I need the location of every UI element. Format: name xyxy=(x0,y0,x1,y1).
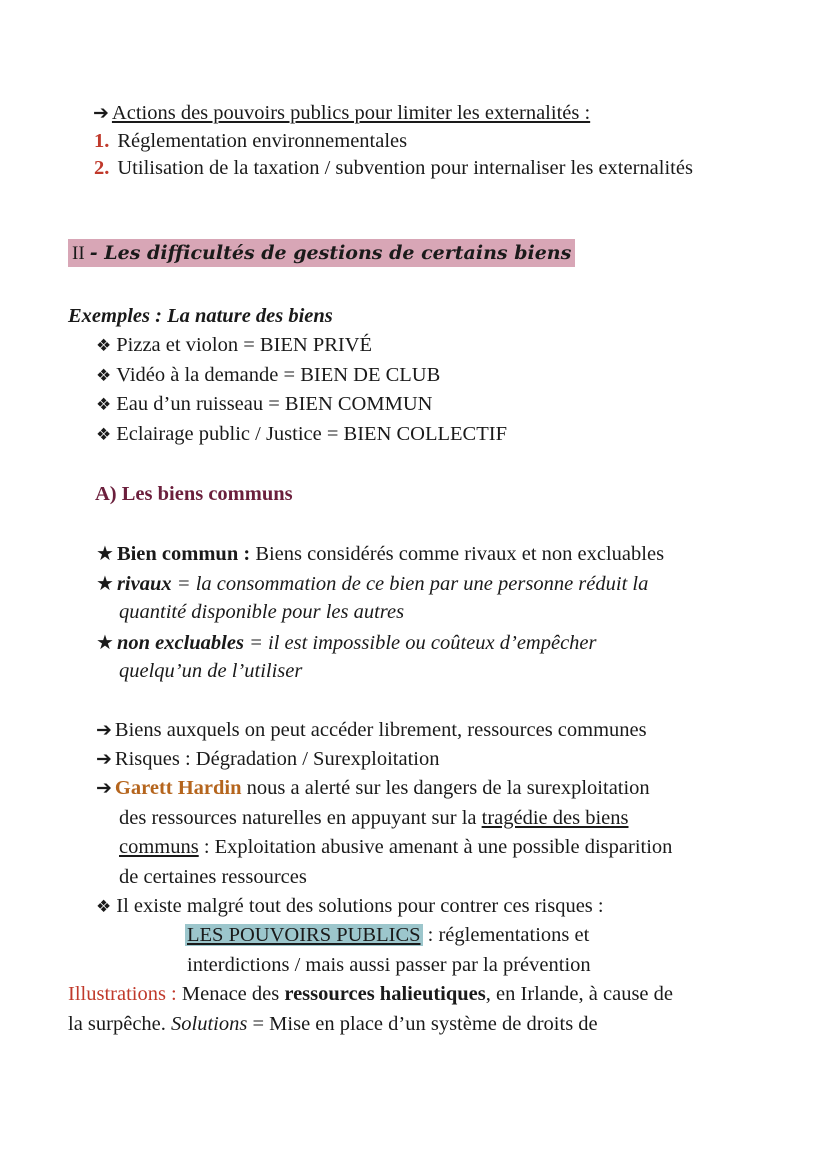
actions-heading-line xyxy=(93,100,590,126)
section-heading xyxy=(68,239,575,267)
example-text: Eau d’un ruisseau = BIEN COMMUN xyxy=(116,393,433,415)
star-bullet-icon: ★ xyxy=(96,541,114,565)
definition-non-excluables xyxy=(96,629,597,656)
definition-continuation: quelqu’un de l’utiliser xyxy=(119,660,303,682)
definition-text: = il est impossible ou coûteux d’empêcher xyxy=(243,632,597,654)
example-text: Eclairage public / Justice = BIEN COLLECTIF xyxy=(116,423,507,445)
point-risques xyxy=(96,746,439,772)
list-item xyxy=(94,155,693,181)
definition-continuation: quantité disponible pour les autres xyxy=(119,601,405,623)
point-continuation: de certaines ressources xyxy=(119,866,307,888)
point-solutions xyxy=(96,893,604,920)
point-text: Risques : Dégradation / Surexploitation xyxy=(114,748,440,770)
point-text: des ressources naturelles en appuyant sur la xyxy=(119,807,482,829)
arrow-right-icon: ➔ xyxy=(96,748,112,770)
highlighted-term: LES POUVOIRS PUBLICS xyxy=(187,924,421,946)
definition-text: Biens considérés comme rivaux et non excluables xyxy=(250,543,665,565)
illustration-italic: Solutions xyxy=(171,1013,248,1035)
arrow-right-icon: ➔ xyxy=(93,102,109,124)
definition-term: non excluables xyxy=(116,632,244,654)
diamond-bullet-icon: ❖ xyxy=(96,336,112,356)
diamond-bullet-icon: ❖ xyxy=(96,897,112,917)
list-item-text: Réglementation environnementales xyxy=(117,130,408,152)
point-text: : réglementations et xyxy=(422,924,590,946)
list-item xyxy=(96,421,507,448)
illustration-label: Illustrations : xyxy=(68,983,177,1005)
list-item xyxy=(96,332,372,359)
point-continuation xyxy=(119,834,672,860)
illustration-text: la surpêche. xyxy=(68,1013,172,1035)
point-continuation xyxy=(185,922,589,948)
illustration-line xyxy=(68,981,673,1007)
list-number: 1. xyxy=(94,130,110,152)
point-continuation xyxy=(119,805,629,831)
point-text: Il existe malgré tout des solutions pour contrer ces risques : xyxy=(116,895,604,917)
definition-term: rivaux xyxy=(116,573,172,595)
examples-heading: Exemples : La nature des biens xyxy=(68,305,333,327)
illustration-bold: ressources halieutiques xyxy=(284,983,486,1005)
definition-text: = la consommation de ce bien par une personne réduit la xyxy=(171,573,649,595)
section-number: II xyxy=(72,243,85,264)
definition-term: Bien commun : xyxy=(116,543,251,565)
diamond-bullet-icon: ❖ xyxy=(96,425,112,445)
point-text: : Exploitation abusive amenant à une possible disparition xyxy=(198,836,673,858)
illustration-text: , en Irlande, à cause de xyxy=(485,983,674,1005)
diamond-bullet-icon: ❖ xyxy=(96,366,112,386)
illustration-line xyxy=(68,1011,598,1037)
list-item xyxy=(96,391,432,418)
point-text: Biens auxquels on peut accéder librement, ressources communes xyxy=(114,719,647,741)
list-number: 2. xyxy=(94,157,110,179)
underlined-term: tragédie des biens xyxy=(481,807,629,829)
author-name: Garett Hardin xyxy=(114,777,242,799)
illustration-text: Menace des xyxy=(176,983,285,1005)
section-title: - Les difficultés de gestions de certains biens xyxy=(89,242,572,264)
star-bullet-icon: ★ xyxy=(96,571,114,595)
diamond-bullet-icon: ❖ xyxy=(96,395,112,415)
point-text: nous a alerté sur les dangers de la surexploitation xyxy=(241,777,650,799)
example-text: Pizza et violon = BIEN PRIVÉ xyxy=(116,334,373,356)
actions-heading: Actions des pouvoirs publics pour limiter les externalités : xyxy=(111,102,591,124)
underlined-term: communs xyxy=(119,836,199,858)
arrow-right-icon: ➔ xyxy=(96,777,112,799)
list-item xyxy=(94,128,407,154)
list-item xyxy=(96,362,440,389)
point-hardin xyxy=(96,775,650,801)
star-bullet-icon: ★ xyxy=(96,630,114,654)
subsection-title: A) Les biens communs xyxy=(95,483,293,505)
illustration-text: = Mise en place d’un système de droits de xyxy=(247,1013,598,1035)
arrow-right-icon: ➔ xyxy=(96,719,112,741)
point-acces xyxy=(96,717,647,743)
definition-bien-commun xyxy=(96,540,664,567)
definition-rivaux xyxy=(96,570,648,597)
point-continuation: interdictions / mais aussi passer par la prévention xyxy=(187,954,591,976)
list-item-text: Utilisation de la taxation / subvention pour internaliser les externalités xyxy=(117,157,693,179)
example-text: Vidéo à la demande = BIEN DE CLUB xyxy=(116,364,441,386)
